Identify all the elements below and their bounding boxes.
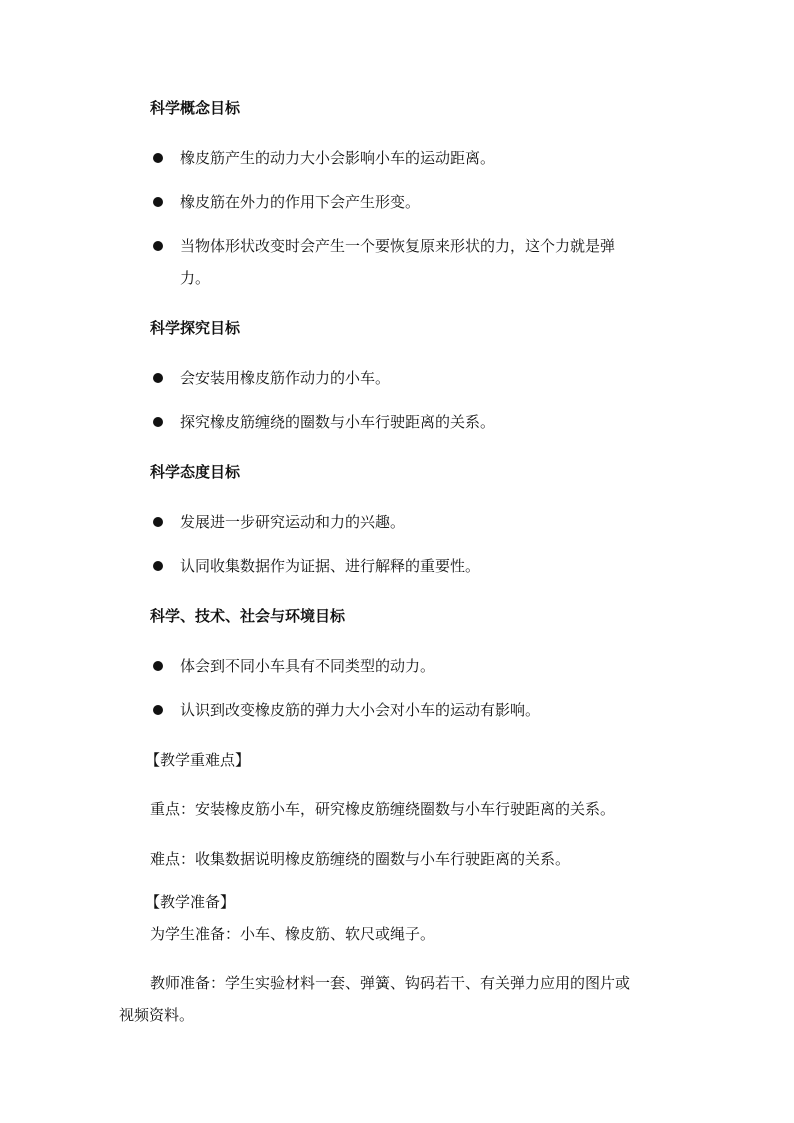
section-heading-attitude: 科学态度目标 [150, 463, 241, 481]
section-heading-preparation: 【教学准备】 [145, 893, 236, 911]
bullet-icon [153, 153, 163, 163]
concept-item-2: 橡皮筋在外力的作用下会产生形变。 [180, 193, 421, 211]
inquiry-item-2: 探究橡皮筋缠绕的圈数与小车行驶距离的关系。 [180, 413, 496, 431]
bullet-icon [153, 561, 163, 571]
section-heading-stse: 科学、技术、社会与环境目标 [150, 607, 346, 625]
concept-item-3-continued: 力。 [180, 269, 211, 287]
teacher-preparation-line1: 教师准备：学生实验材料一套、弹簧、钩码若干、有关弹力应用的图片或 [150, 974, 631, 992]
concept-item-3: 当物体形状改变时会产生一个要恢复原来形状的力，这个力就是弹 [180, 237, 616, 255]
stse-item-1: 体会到不同小车具有不同类型的动力。 [180, 657, 436, 675]
student-preparation: 为学生准备：小车、橡皮筋、软尺或绳子。 [150, 925, 436, 943]
bullet-icon [153, 197, 163, 207]
attitude-item-2: 认同收集数据作为证据、进行解释的重要性。 [180, 557, 481, 575]
attitude-item-1: 发展进一步研究运动和力的兴趣。 [180, 513, 406, 531]
concept-item-1: 橡皮筋产生的动力大小会影响小车的运动距离。 [180, 149, 496, 167]
key-point: 重点：安装橡皮筋小车，研究橡皮筋缠绕圈数与小车行驶距离的关系。 [150, 800, 616, 818]
bullet-icon [153, 661, 163, 671]
stse-item-2: 认识到改变橡皮筋的弹力大小会对小车的运动有影响。 [180, 701, 541, 719]
inquiry-item-1: 会安装用橡皮筋作动力的小车。 [180, 369, 391, 387]
difficult-point: 难点：收集数据说明橡皮筋缠绕的圈数与小车行驶距离的关系。 [150, 850, 571, 868]
bullet-icon [153, 241, 163, 251]
section-heading-difficulty: 【教学重难点】 [145, 751, 251, 769]
bullet-icon [153, 417, 163, 427]
bullet-icon [153, 517, 163, 527]
section-heading-concept: 科学概念目标 [150, 99, 241, 117]
teacher-preparation-line2: 视频资料。 [119, 1006, 195, 1024]
bullet-icon [153, 705, 163, 715]
bullet-icon [153, 373, 163, 383]
section-heading-inquiry: 科学探究目标 [150, 319, 241, 337]
